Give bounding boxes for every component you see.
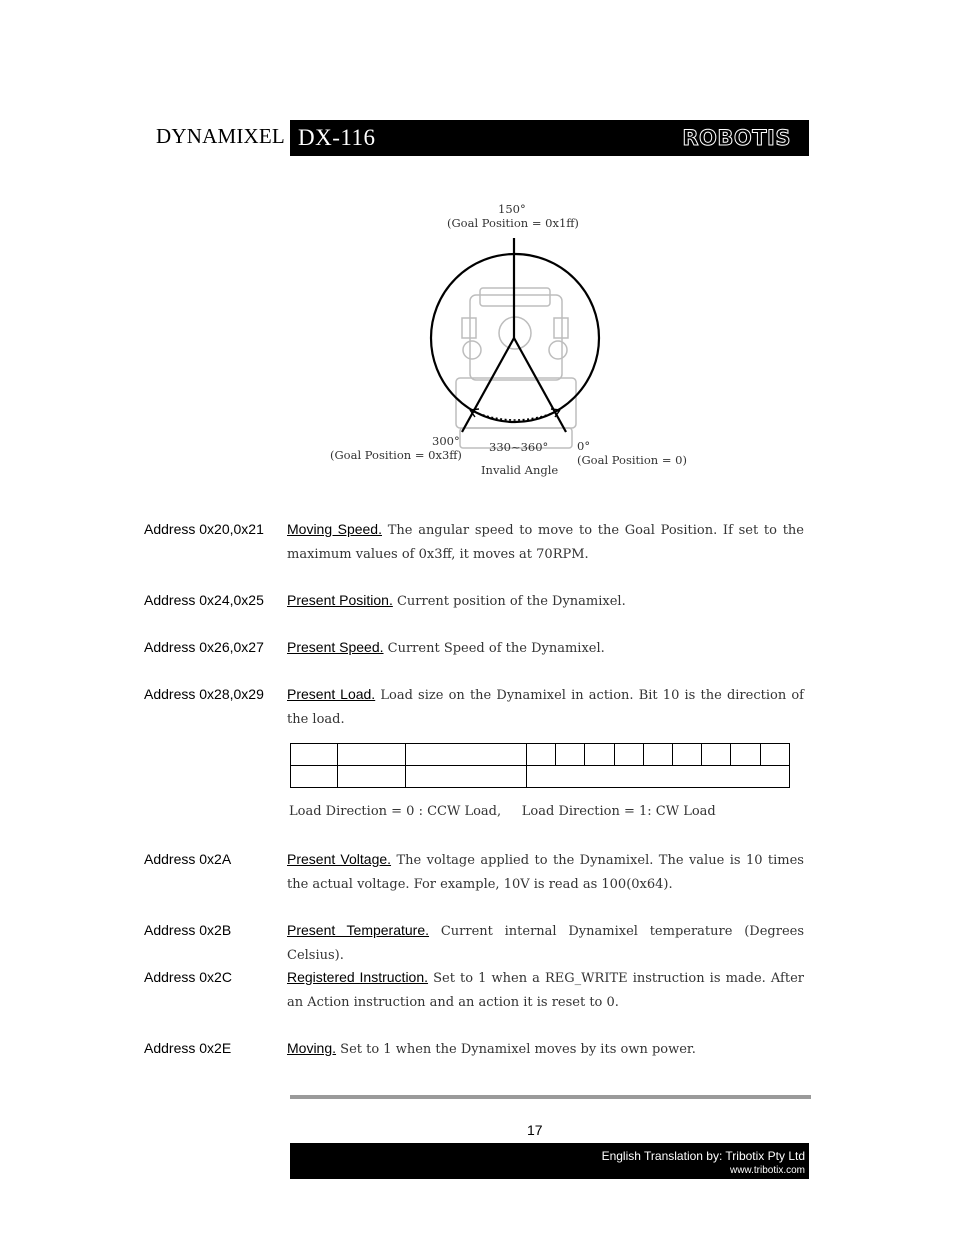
bit-cell [526,744,555,766]
term: Present Temperature. [287,922,430,938]
rotation-circle [431,254,599,422]
description-text: Set to 1 when the Dynamixel moves by its own power. [336,1042,696,1057]
description [287,1036,804,1062]
bit-cell [702,744,731,766]
description [287,635,804,661]
description-text: Load size on the Dynamixel in action. Bit 10 is the direction of the load. [287,688,804,727]
bit-cell [585,744,614,766]
description [287,588,804,614]
term: Present Load. [287,686,376,702]
product-name: DYNAMIXEL [156,124,285,148]
description [287,918,804,968]
description-text: Set to 1 when a REG_WRITE instruction is made. After an Action instruction and an action it is reset to 0. [287,971,804,1010]
footer-bar [290,1143,809,1179]
line-0 [514,338,566,432]
term: Present Position. [287,592,393,608]
bit-cell [614,744,643,766]
goal-0-label: (Goal Position = 0) [577,453,687,467]
bit-cell [760,744,789,766]
load-bit-table [290,743,790,788]
line-300 [462,338,514,432]
description [287,847,804,897]
bit-cell [291,766,338,788]
angle-150-label: 150° [498,202,526,216]
address-label: Address 0x20,0x21 [144,521,264,537]
brand-logo: ROBOTIS [682,126,791,150]
bit-cell [337,766,405,788]
term: Moving. [287,1040,337,1056]
description-text: Current Speed of the Dynamixel. [383,641,605,656]
description-text: The angular speed to move to the Goal Position. If set to the maximum values of 0x3ff, it moves at 70RPM. [287,523,804,562]
term: Registered Instruction. [287,969,429,985]
address-label: Address 0x2E [144,1040,232,1056]
description-text: Current position of the Dynamixel. [392,594,626,609]
bit-cell [337,744,405,766]
goal-150-label: (Goal Position = 0x1ff) [447,216,579,230]
bit-cell [291,744,338,766]
term: Present Voltage. [287,851,392,867]
angle-diagram [0,0,954,500]
address-label: Address 0x24,0x25 [144,592,264,608]
bit-cell [643,744,672,766]
translation-credit: English Translation by: Tribotix Pty Ltd [601,1149,805,1163]
angle-300-label: 300° [432,434,460,448]
description-text: Current internal Dynamixel temperature (Degrees Celsius). [287,924,804,963]
footer-rule [290,1095,811,1099]
description [287,517,804,567]
address-label: Address 0x2C [144,969,232,985]
description [287,965,804,1015]
header-bar [290,120,809,156]
address-label: Address 0x26,0x27 [144,639,264,655]
goal-300-label: (Goal Position = 0x3ff) [330,448,462,462]
bit-table-row [291,744,790,766]
address-label: Address 0x2A [144,851,232,867]
address-label: Address 0x2B [144,922,232,938]
page-number: 17 [527,1122,543,1138]
term: Moving Speed. [287,521,382,537]
bit-cell [405,744,526,766]
invalid-arc [470,410,560,420]
bit-table-row [291,766,790,788]
bit-cell [673,744,702,766]
load-direction-note: Load Direction = 0 : CCW Load, Load Direction = 1: CW Load [289,804,716,819]
model-name: DX-116 [298,125,376,150]
bit-cell [405,766,526,788]
description-text: The voltage applied to the Dynamixel. The value is 10 times the actual voltage. For example, 10V is read as 100(0x64). [287,853,804,892]
description [287,682,804,732]
angle-0-label: 0° [577,439,591,453]
invalid-range-label: 330~360° [489,440,549,454]
servo-outline [456,288,576,448]
bit-cell [526,766,789,788]
bit-cell [731,744,760,766]
website-link[interactable]: www.tribotix.com [729,1165,805,1176]
term: Present Speed. [287,639,384,655]
invalid-angle-label: Invalid Angle [481,463,559,477]
bit-cell [556,744,585,766]
address-label: Address 0x28,0x29 [144,686,264,702]
